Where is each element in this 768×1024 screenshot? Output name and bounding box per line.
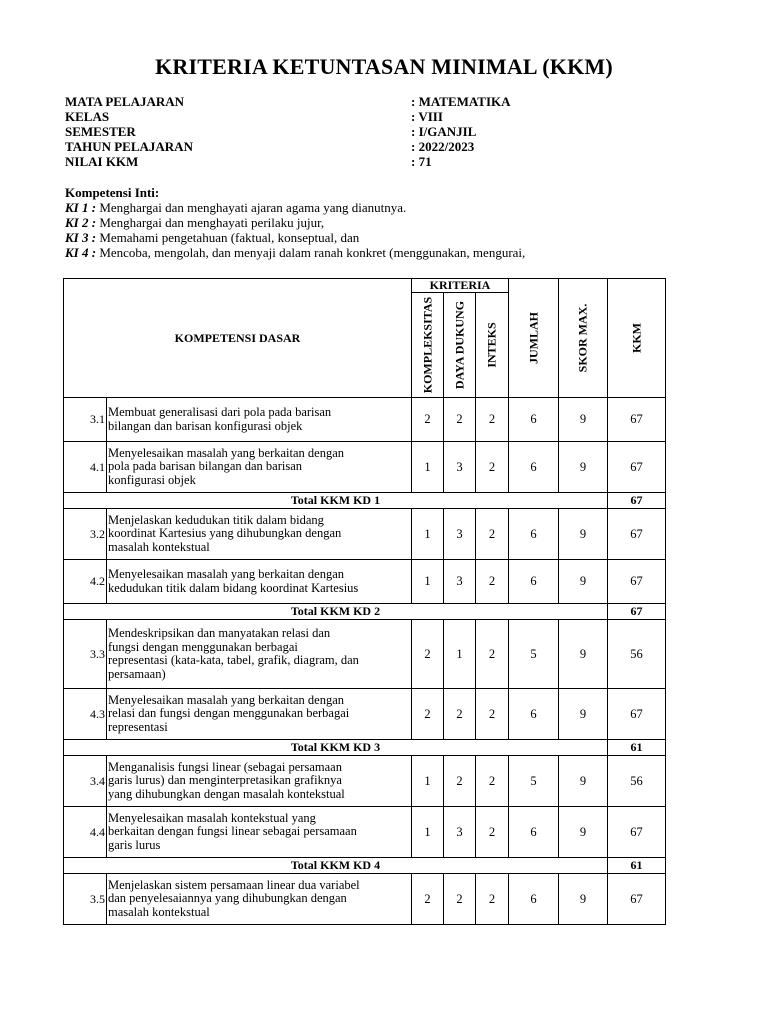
table-row <box>64 807 666 858</box>
total-kkm: 61 <box>608 858 666 874</box>
header-jumlah: JUMLAH <box>509 279 559 398</box>
kkm-table <box>63 278 666 925</box>
kd-description-line: Menyelesaikan masalah kontekstual yang <box>108 810 316 825</box>
inteks-value: 2 <box>476 509 509 560</box>
kompetensi-inti-block <box>65 185 525 260</box>
total-label: Total KKM KD 3 <box>64 740 608 756</box>
daya-dukung-value: 2 <box>444 874 476 925</box>
kd-description-line: representasi <box>108 719 168 734</box>
info-value: : 71 <box>411 154 432 169</box>
kkm-value: 67 <box>608 560 666 604</box>
kd-number: 3.4 <box>64 756 107 807</box>
kd-description <box>107 398 412 442</box>
kd-description-line: dan penyelesaiannya yang dihubungkan dengan <box>108 891 347 906</box>
kompleksitas-value: 1 <box>412 807 444 858</box>
total-kkm: 67 <box>608 493 666 509</box>
table-row <box>64 620 666 689</box>
kd-description <box>107 620 412 689</box>
info-row-tahun-pelajaran <box>65 139 625 154</box>
jumlah-value: 5 <box>509 620 559 689</box>
kd-description <box>107 756 412 807</box>
ki-item <box>65 230 525 245</box>
total-label: Total KKM KD 4 <box>64 858 608 874</box>
kd-description <box>107 560 412 604</box>
inteks-value: 2 <box>476 442 509 493</box>
header-daya-dukung: DAYA DUKUNG <box>444 293 476 398</box>
info-row-semester <box>65 124 625 139</box>
kd-number: 4.2 <box>64 560 107 604</box>
skor-max-value: 9 <box>559 620 608 689</box>
info-value: : VIII <box>411 109 443 124</box>
jumlah-value: 6 <box>509 560 559 604</box>
kompleksitas-value: 2 <box>412 620 444 689</box>
ki-code: KI 2 : <box>65 215 97 230</box>
kd-description-line: Menjelaskan sistem persamaan linear dua variabel <box>108 877 360 892</box>
kd-number: 3.2 <box>64 509 107 560</box>
kompleksitas-value: 2 <box>412 874 444 925</box>
table-header <box>64 279 666 398</box>
inteks-value: 2 <box>476 560 509 604</box>
daya-dukung-value: 3 <box>444 509 476 560</box>
skor-max-value: 9 <box>559 756 608 807</box>
kkm-value: 67 <box>608 807 666 858</box>
header-kompetensi-dasar: KOMPETENSI DASAR <box>64 279 412 398</box>
kd-number: 3.3 <box>64 620 107 689</box>
ki-item <box>65 245 525 260</box>
kd-description-line: garis lurus <box>108 837 161 852</box>
info-row-nilai-kkm <box>65 154 625 169</box>
ki-code: KI 1 : <box>65 200 97 215</box>
info-block <box>65 94 625 169</box>
info-label: MATA PELAJARAN <box>65 94 185 109</box>
ki-text: Menghargai dan menghayati perilaku jujur, <box>99 215 325 230</box>
daya-dukung-value: 2 <box>444 689 476 740</box>
table-row <box>64 509 666 560</box>
info-label: KELAS <box>65 109 110 124</box>
kd-description-line: persamaan) <box>108 666 166 681</box>
kd-description-line: masalah kontekstual <box>108 904 210 919</box>
kkm-value: 67 <box>608 689 666 740</box>
daya-dukung-value: 3 <box>444 807 476 858</box>
jumlah-value: 6 <box>509 689 559 740</box>
header-kompleksitas: KOMPLEKSITAS <box>412 293 444 398</box>
total-label: Total KKM KD 2 <box>64 604 608 620</box>
kd-description-line: garis lurus) dan menginterpretasikan grafiknya <box>108 773 342 788</box>
skor-max-value: 9 <box>559 807 608 858</box>
kd-description-line: masalah kontekstual <box>108 539 210 554</box>
kd-description-line: bilangan dan barisan konfigurasi objek <box>108 418 303 433</box>
kd-description-line: relasi dan fungsi dengan menggunakan berbagai <box>108 706 350 721</box>
info-label: NILAI KKM <box>65 154 139 169</box>
kd-number: 4.3 <box>64 689 107 740</box>
table-row <box>64 560 666 604</box>
inteks-value: 2 <box>476 398 509 442</box>
kkm-value: 67 <box>608 874 666 925</box>
inteks-value: 2 <box>476 874 509 925</box>
kd-number: 3.5 <box>64 874 107 925</box>
kkm-value: 67 <box>608 442 666 493</box>
table-row <box>64 442 666 493</box>
kd-description-line: fungsi dengan menggunakan berbagai <box>108 639 298 654</box>
daya-dukung-value: 1 <box>444 620 476 689</box>
ki-text: Menghargai dan menghayati ajaran agama yang dianutnya. <box>99 200 407 215</box>
kkm-value: 56 <box>608 620 666 689</box>
ki-text: Mencoba, mengolah, dan menyaji dalam ranah konkret (menggunakan, mengurai, <box>99 245 526 260</box>
ki-item <box>65 215 525 230</box>
table-row <box>64 398 666 442</box>
total-kkm: 61 <box>608 740 666 756</box>
kd-description-line: Menjelaskan kedudukan titik dalam bidang <box>108 512 324 527</box>
total-row <box>64 740 666 756</box>
daya-dukung-value: 3 <box>444 442 476 493</box>
total-row <box>64 493 666 509</box>
ki-code: KI 4 : <box>65 245 97 260</box>
kompleksitas-value: 1 <box>412 509 444 560</box>
info-label: TAHUN PELAJARAN <box>65 139 193 154</box>
kompleksitas-value: 1 <box>412 442 444 493</box>
kompleksitas-value: 2 <box>412 398 444 442</box>
header-skor-max: SKOR MAX. <box>559 279 608 398</box>
ki-item <box>65 200 525 215</box>
info-row-mata-pelajaran <box>65 94 625 109</box>
daya-dukung-value: 2 <box>444 398 476 442</box>
info-row-kelas <box>65 109 625 124</box>
kd-description-line: Menyelesaikan masalah yang berkaitan dengan <box>108 692 345 707</box>
kd-description <box>107 689 412 740</box>
table-body <box>64 398 666 925</box>
kd-description-line: Membuat generalisasi dari pola pada barisan <box>108 405 332 419</box>
skor-max-value: 9 <box>559 442 608 493</box>
kd-number: 3.1 <box>64 398 107 442</box>
kd-description-line: yang dihubungkan dengan masalah kontekstual <box>108 786 345 801</box>
kd-description <box>107 807 412 858</box>
kd-description-line: representasi (kata-kata, tabel, grafik, diagram, dan <box>108 653 359 667</box>
table-row <box>64 756 666 807</box>
kd-description-line: koordinat Kartesius yang dihubungkan dengan <box>108 526 342 541</box>
kd-description-line: Menyelesaikan masalah yang berkaitan dengan <box>108 445 345 460</box>
ki-heading: Kompetensi Inti: <box>65 185 160 200</box>
total-kkm: 67 <box>608 604 666 620</box>
header-inteks: INTEKS <box>476 293 509 398</box>
daya-dukung-value: 2 <box>444 756 476 807</box>
jumlah-value: 5 <box>509 756 559 807</box>
info-value: : 2022/2023 <box>411 139 475 154</box>
inteks-value: 2 <box>476 689 509 740</box>
kkm-value: 56 <box>608 756 666 807</box>
kd-description-line: kedudukan titik dalam bidang koordinat Kartesius <box>108 580 359 595</box>
jumlah-value: 6 <box>509 442 559 493</box>
kd-description <box>107 509 412 560</box>
table-row <box>64 874 666 925</box>
skor-max-value: 9 <box>559 874 608 925</box>
info-value: : I/GANJIL <box>411 124 477 139</box>
kd-description-line: pola pada barisan bilangan dan barisan <box>108 459 303 474</box>
kd-number: 4.1 <box>64 442 107 493</box>
page-title: KRITERIA KETUNTASAN MINIMAL (KKM) <box>155 54 613 79</box>
skor-max-value: 9 <box>559 509 608 560</box>
kompleksitas-value: 1 <box>412 756 444 807</box>
inteks-value: 2 <box>476 807 509 858</box>
ki-text: Memahami pengetahuan (faktual, konseptual, dan <box>99 230 360 245</box>
kompleksitas-value: 1 <box>412 560 444 604</box>
info-label: SEMESTER <box>65 124 136 139</box>
kkm-value: 67 <box>608 398 666 442</box>
skor-max-value: 9 <box>559 398 608 442</box>
inteks-value: 2 <box>476 756 509 807</box>
jumlah-value: 6 <box>509 874 559 925</box>
header-kriteria: KRITERIA <box>412 279 509 293</box>
total-label: Total KKM KD 1 <box>64 493 608 509</box>
kd-description-line: Mendeskripsikan dan manyatakan relasi dan <box>108 626 331 640</box>
kd-description-line: berkaitan dengan fungsi linear sebagai persamaan <box>108 824 357 839</box>
kompleksitas-value: 2 <box>412 689 444 740</box>
skor-max-value: 9 <box>559 689 608 740</box>
info-value: : MATEMATIKA <box>411 94 511 109</box>
kd-description-line: Menyelesaikan masalah yang berkaitan dengan <box>108 567 345 581</box>
kd-number: 4.4 <box>64 807 107 858</box>
skor-max-value: 9 <box>559 560 608 604</box>
daya-dukung-value: 3 <box>444 560 476 604</box>
jumlah-value: 6 <box>509 807 559 858</box>
total-row <box>64 858 666 874</box>
kd-description-line: Menganalisis fungsi linear (sebagai persamaan <box>108 759 342 774</box>
header-kkm: KKM <box>608 279 666 398</box>
ki-code: KI 3 : <box>65 230 97 245</box>
kd-description <box>107 442 412 493</box>
inteks-value: 2 <box>476 620 509 689</box>
kd-description-line: konfigurasi objek <box>108 472 196 487</box>
total-row <box>64 604 666 620</box>
jumlah-value: 6 <box>509 398 559 442</box>
jumlah-value: 6 <box>509 509 559 560</box>
table-row <box>64 689 666 740</box>
kd-description <box>107 874 412 925</box>
kkm-value: 67 <box>608 509 666 560</box>
